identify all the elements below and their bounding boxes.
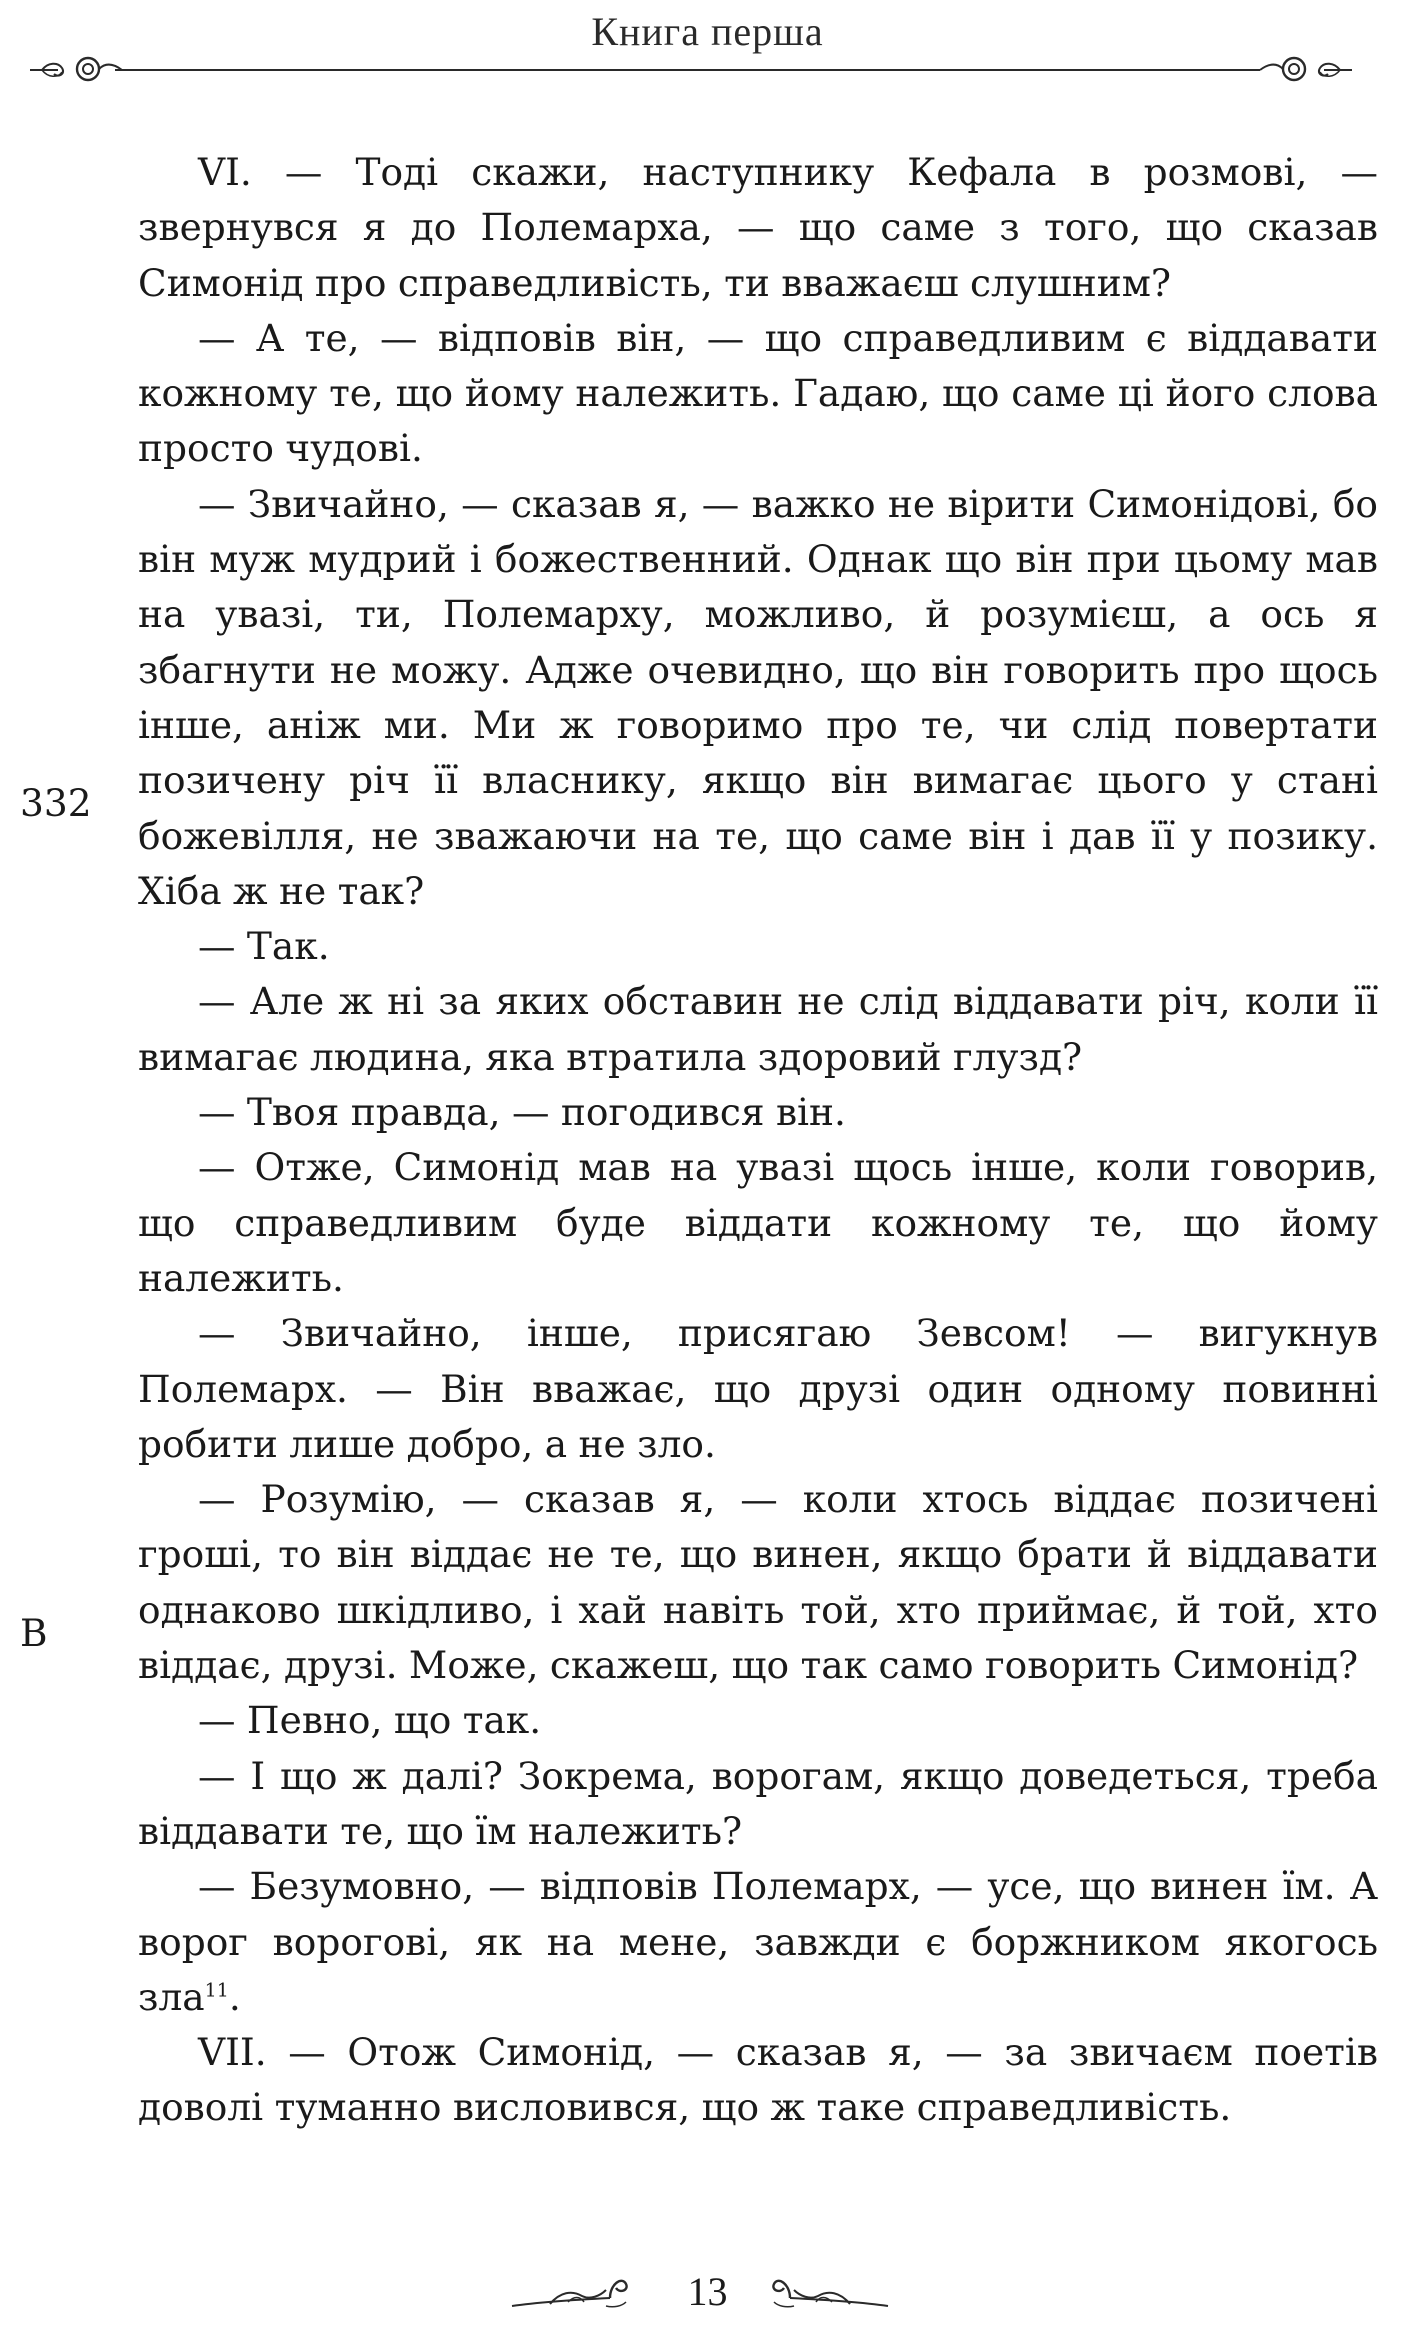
paragraph: — Так. (198, 924, 330, 969)
stephanus-section-letter: B (20, 1611, 48, 1655)
paragraph: VI. — Тоді скажи, наступнику Кефала в розмові, — звернувся я до Полемарха, — що саме з того, що сказав Симонід про справедливість, ти вважаєш слушним? (138, 150, 1378, 305)
paragraph-with-footnote: — Безумовно, — відповів Полемарх, — усе, що винен їм. А ворог ворогові, як на мене, завжди є боржником якогось зла$^{11}$. (138, 1864, 1378, 2019)
paragraph: VII. — Отож Симонід, — сказав я, — за звичаєм поетів доволі туманно висловився, що ж таке справедливість. (138, 2030, 1378, 2130)
paragraph: — А те, — відповів він, — що справедливим є віддавати кожному те, що йому належить. Гадаю, що саме ці його слова просто чудові. (138, 315, 1378, 471)
paragraph: — Певно, що так. (198, 1698, 542, 1743)
footnote-reference[interactable]: 11 (204, 1979, 229, 2002)
page-number: 13 (687, 2269, 728, 2314)
paragraph: — Звичайно, — сказав я, — важко не вірити Симонідові, бо він муж мудрий і божественний. Однак що він при цьому мав на увазі, ти, Полемарху, можливо, й розумієш, а ось я збагнути не можу. Адже очевидно, що він говорить про щось інше, аніж ми. Ми ж говоримо про те, чи слід повертати позичену річ її власнику, якщо він вимагає цього у стані божевілля, не зважаючи на те, що саме він і дав її у позику. Хіба ж не так? (138, 481, 1378, 913)
paragraph: — Розумію, — сказав я, — коли хтось віддає позичені гроші, то він віддає не те, що винен, якщо брати й віддавати однаково шкідливо, і хай навіть той, хто приймає, й той, хто віддає, друзі. Може, скажеш, що так само говорить Симонід? (138, 1477, 1378, 1688)
chapter-title: Книга перша (591, 9, 824, 54)
right-footer-flourish-icon (770, 2262, 890, 2312)
paragraph: — Отже, Симонід мав на увазі щось інше, коли говорив, що справедливим буде віддати кожному те, що йому належить. (138, 1145, 1378, 1300)
stephanus-page-number: 332 (20, 781, 92, 825)
paragraph: — І що ж далі? Зокрема, ворогам, якщо доведеться, треба віддавати те, що їм належить? (138, 1753, 1378, 1853)
running-header (0, 0, 1415, 90)
main-text (138, 145, 1378, 2136)
paragraph: — Твоя правда, — погодився він. (198, 1090, 846, 1135)
right-flourish-icon (1258, 50, 1354, 90)
paragraph: — Звичайно, інше, присягаю Зевсом! — вигукнув Полемарх. — Він вважає, що друзі один одному повинні робити лише добро, а не зло. (138, 1311, 1378, 1466)
header-rule (115, 69, 1260, 71)
paragraph-text: — Безумовно, — відповів Полемарх, — усе, що винен їм. А ворог ворогові, як на мене, завжди є боржником якогось зла (138, 1864, 1378, 2019)
paragraph: — Але ж ні за яких обставин не слід віддавати річ, коли її вимагає людина, яка втратила здоровий глузд? (138, 979, 1378, 1079)
left-flourish-icon (28, 50, 124, 90)
